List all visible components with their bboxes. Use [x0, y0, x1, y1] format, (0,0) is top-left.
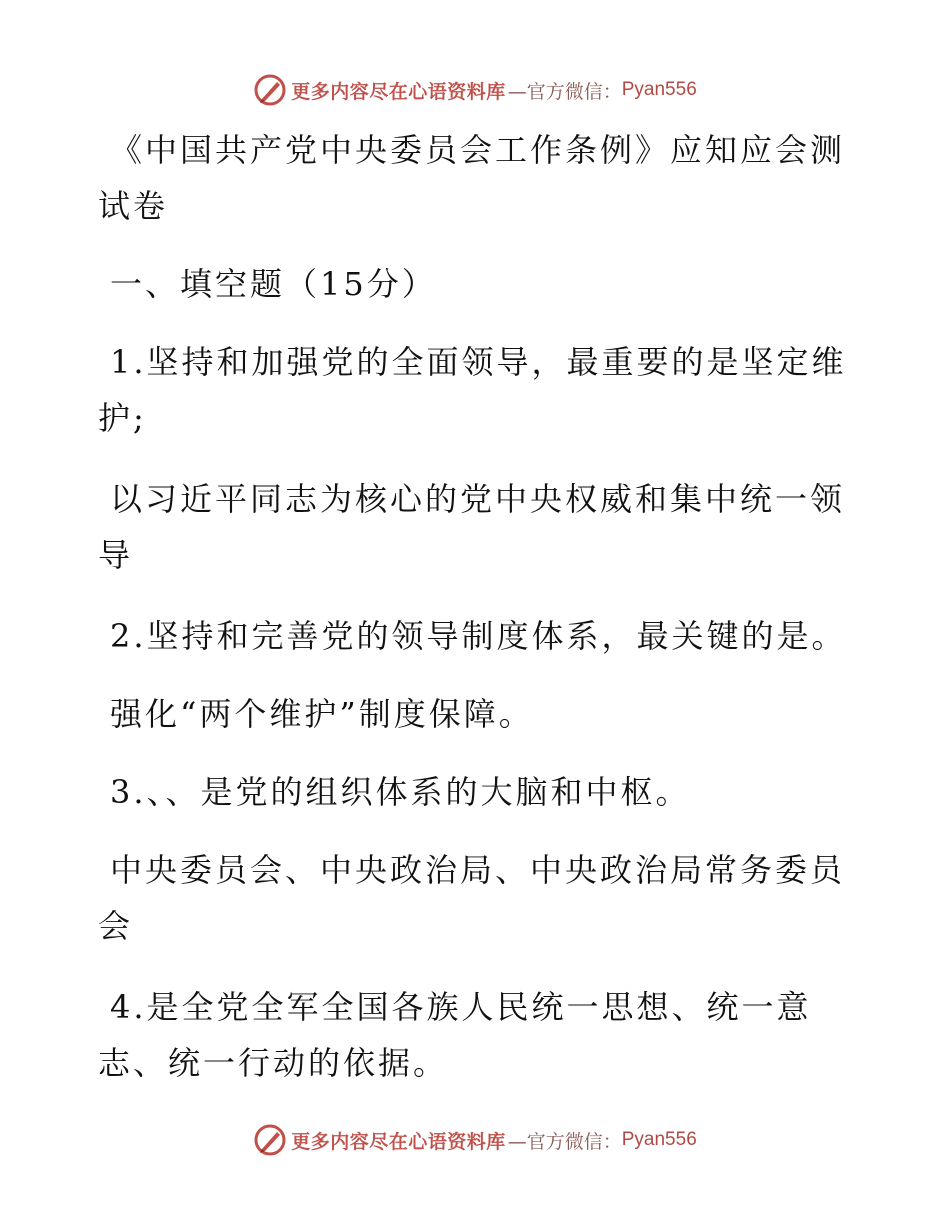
banner-account-text: Pyan556: [621, 79, 697, 100]
question-1-line-2: 护;: [98, 399, 147, 437]
answer-1-line-1: 以习近平同志为核心的党中央权威和集中统一领: [110, 480, 846, 518]
banner-main-text: 更多内容尽在心语资料库: [291, 80, 506, 103]
banner-dash-text: —官方微信：: [507, 1130, 622, 1153]
document-body: [98, 122, 847, 1091]
banner-main-text: 更多内容尽在心语资料库: [291, 1130, 506, 1153]
banner-dash-text: —官方微信：: [507, 80, 622, 103]
question-2: 2.坚持和完善党的领导制度体系，最关键的是。: [110, 617, 847, 655]
answer-1-line-2: 导: [98, 536, 134, 574]
banner-account-text: Pyan556: [621, 1129, 697, 1150]
section-heading: 一、填空题（15分）: [110, 265, 437, 303]
question-3: 3.、、是党的组织体系的大脑和中枢。: [110, 773, 691, 811]
pen-logo-icon: [253, 73, 287, 107]
document-title-line-1: 《中国共产党中央委员会工作条例》应知应会测: [110, 131, 846, 169]
question-1-line-1: 1.坚持和加强党的全面领导，最重要的是坚定维: [110, 343, 847, 381]
question-4-line-1: 4.是全党全军全国各族人民统一思想、统一意: [110, 988, 812, 1026]
document-title-line-2: 试卷: [98, 187, 169, 225]
pen-logo-icon: [253, 1123, 287, 1157]
header-banner: [0, 70, 950, 110]
question-4-line-2: 志、统一行动的依据。: [98, 1044, 449, 1082]
answer-2: 强化“两个维护”制度保障。: [110, 695, 534, 733]
footer-banner: [0, 1120, 950, 1160]
answer-3-line-1: 中央委员会、中央政治局、中央政治局常务委员: [110, 851, 846, 889]
answer-3-line-2: 会: [98, 907, 134, 945]
